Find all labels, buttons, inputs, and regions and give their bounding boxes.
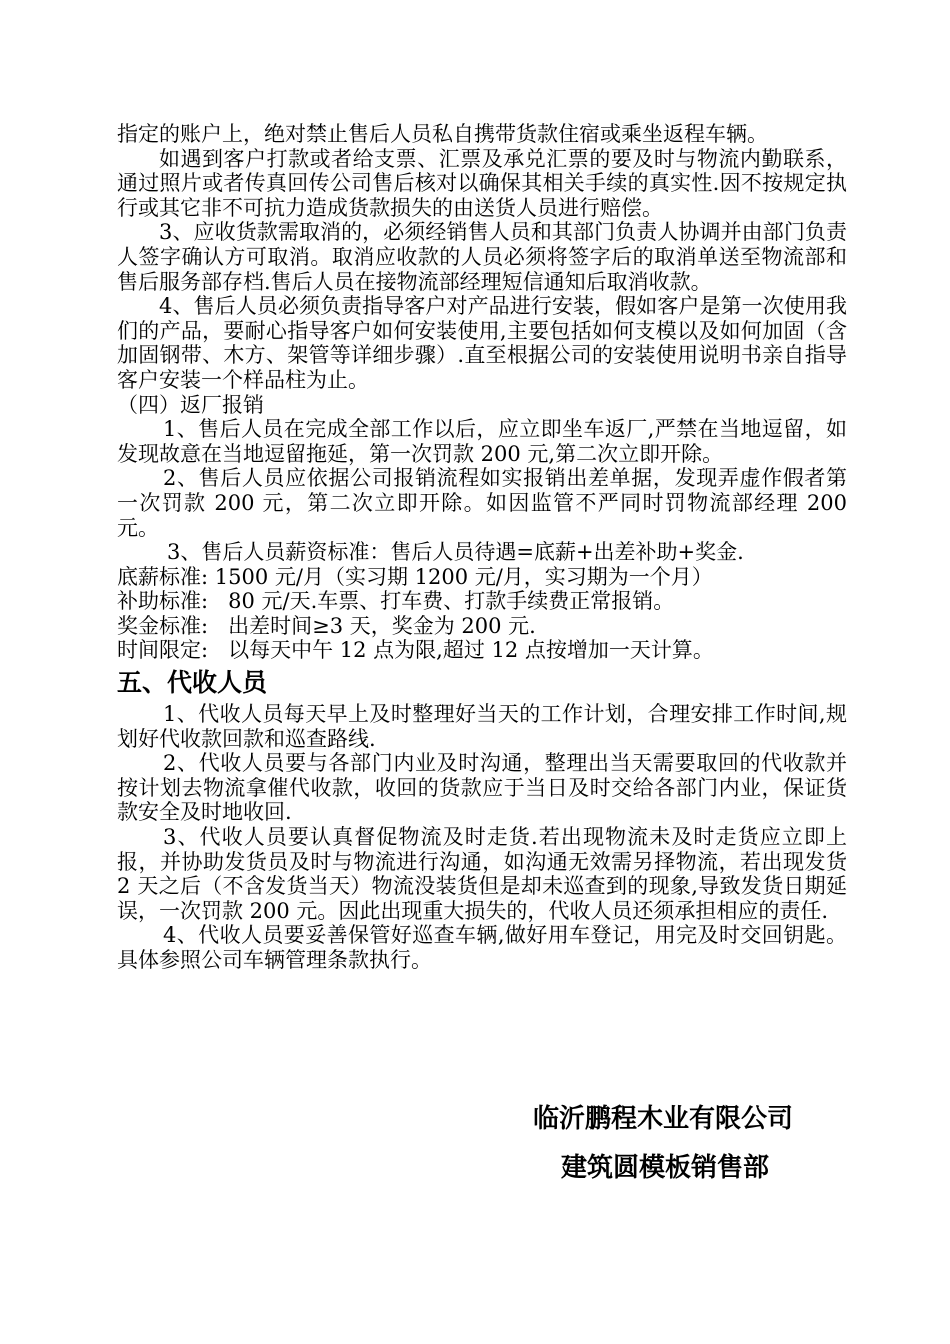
paragraph-collector-logistics: 3、代收人员要认真督促物流及时走货.若出现物流未及时走货应立即上报，并协助发货员及时与物流进行沟通，如沟通无效需另择物流，若出现发货 2 天之后（不含发货当天）物流没装货但是却未巡查到的现象,导致发货日期延误，一次罚款 200 元。因此出现重大损失的，代收人员还须承担相应的责任. bbox=[117, 825, 847, 923]
paragraph-collector-plan: 1、代收人员每天早上及时整理好当天的工作计划，合理安排工作时间,规划好代收款回款和巡查路线. bbox=[117, 702, 847, 751]
paragraph-installation-guidance: 4、售后人员必须负责指导客户对产品进行安装，假如客户是第一次使用我们的产品，要耐心指导客户如何安装使用,主要包括如何支模以及如何加固（含加固钢带、木方、架管等详细步骤）.直至根据公司的安装使用说明书亲自指导客户安装一个样品柱为止。 bbox=[117, 294, 847, 392]
line-bonus: 奖金标准: 出差时间≥3 天，奖金为 200 元. bbox=[117, 613, 536, 638]
paragraph-return-immediately: 1、售后人员在完成全部工作以后，应立即坐车返厂,严禁在当地逗留，如发现故意在当地逗留拖延，第一次罚款 200 元,第二次立即开除。 bbox=[117, 417, 847, 466]
signature-department: 建筑圆模板销售部 bbox=[561, 1153, 770, 1183]
subheading-return-reimbursement: （四）返厂报销 bbox=[117, 392, 264, 417]
section-heading-collectors: 五、代收人员 bbox=[117, 668, 268, 698]
line-base-salary: 底薪标准: 1500 元/月（实习期 1200 元/月，实习期为一个月） bbox=[117, 564, 713, 589]
paragraph-collector-communication: 2、代收人员要与各部门内业及时沟通，整理出当天需要取回的代收款并按计划去物流拿催代收款，收回的货款应于当日及时交给各部门内业，保证货款安全及时地收回. bbox=[117, 751, 847, 825]
paragraph-cancel-receivable: 3、应收货款需取消的，必须经销售人员和其部门负责人协调并由部门负责人签字确认方可取消。取消应收款的人员必须将签字后的取消单送至物流部和售后服务部存档.售后人员在接物流部经理短信通知后取消收款。 bbox=[117, 220, 847, 294]
paragraph-collector-vehicle: 4、代收人员要妥善保管好巡查车辆,做好用车登记，用完及时交回钥匙。具体参照公司车辆管理条款执行。 bbox=[117, 923, 847, 972]
paragraph-reimbursement-rules: 2、售后人员应依据公司报销流程如实报销出差单据，发现弄虚作假者第一次罚款 200 元，第二次立即开除。如因监管不严同时罚物流部经理 200 元。 bbox=[117, 466, 847, 540]
paragraph-salary-standard: 3、售后人员薪资标准：售后人员待遇=底薪+出差补助+奖金. bbox=[167, 540, 744, 565]
paragraph-payment-verification: 如遇到客户打款或者给支票、汇票及承兑汇票的要及时与物流内勤联系，通过照片或者传真回传公司售后核对以确保其相关手续的真实性.因不按规定执行或其它非不可抗力造成货款损失的由送货人员进行赔偿。 bbox=[117, 146, 847, 220]
line-allowance: 补助标准: 80 元/天.车票、打车费、打款手续费正常报销。 bbox=[117, 589, 675, 614]
document-body bbox=[117, 122, 847, 973]
line-time-limit: 时间限定: 以每天中午 12 点为限,超过 12 点按增加一天计算。 bbox=[117, 638, 714, 663]
signature-company: 临沂鹏程木业有限公司 bbox=[533, 1104, 794, 1134]
paragraph-account: 指定的账户上，绝对禁止售后人员私自携带货款住宿或乘坐返程车辆。 bbox=[117, 122, 768, 146]
